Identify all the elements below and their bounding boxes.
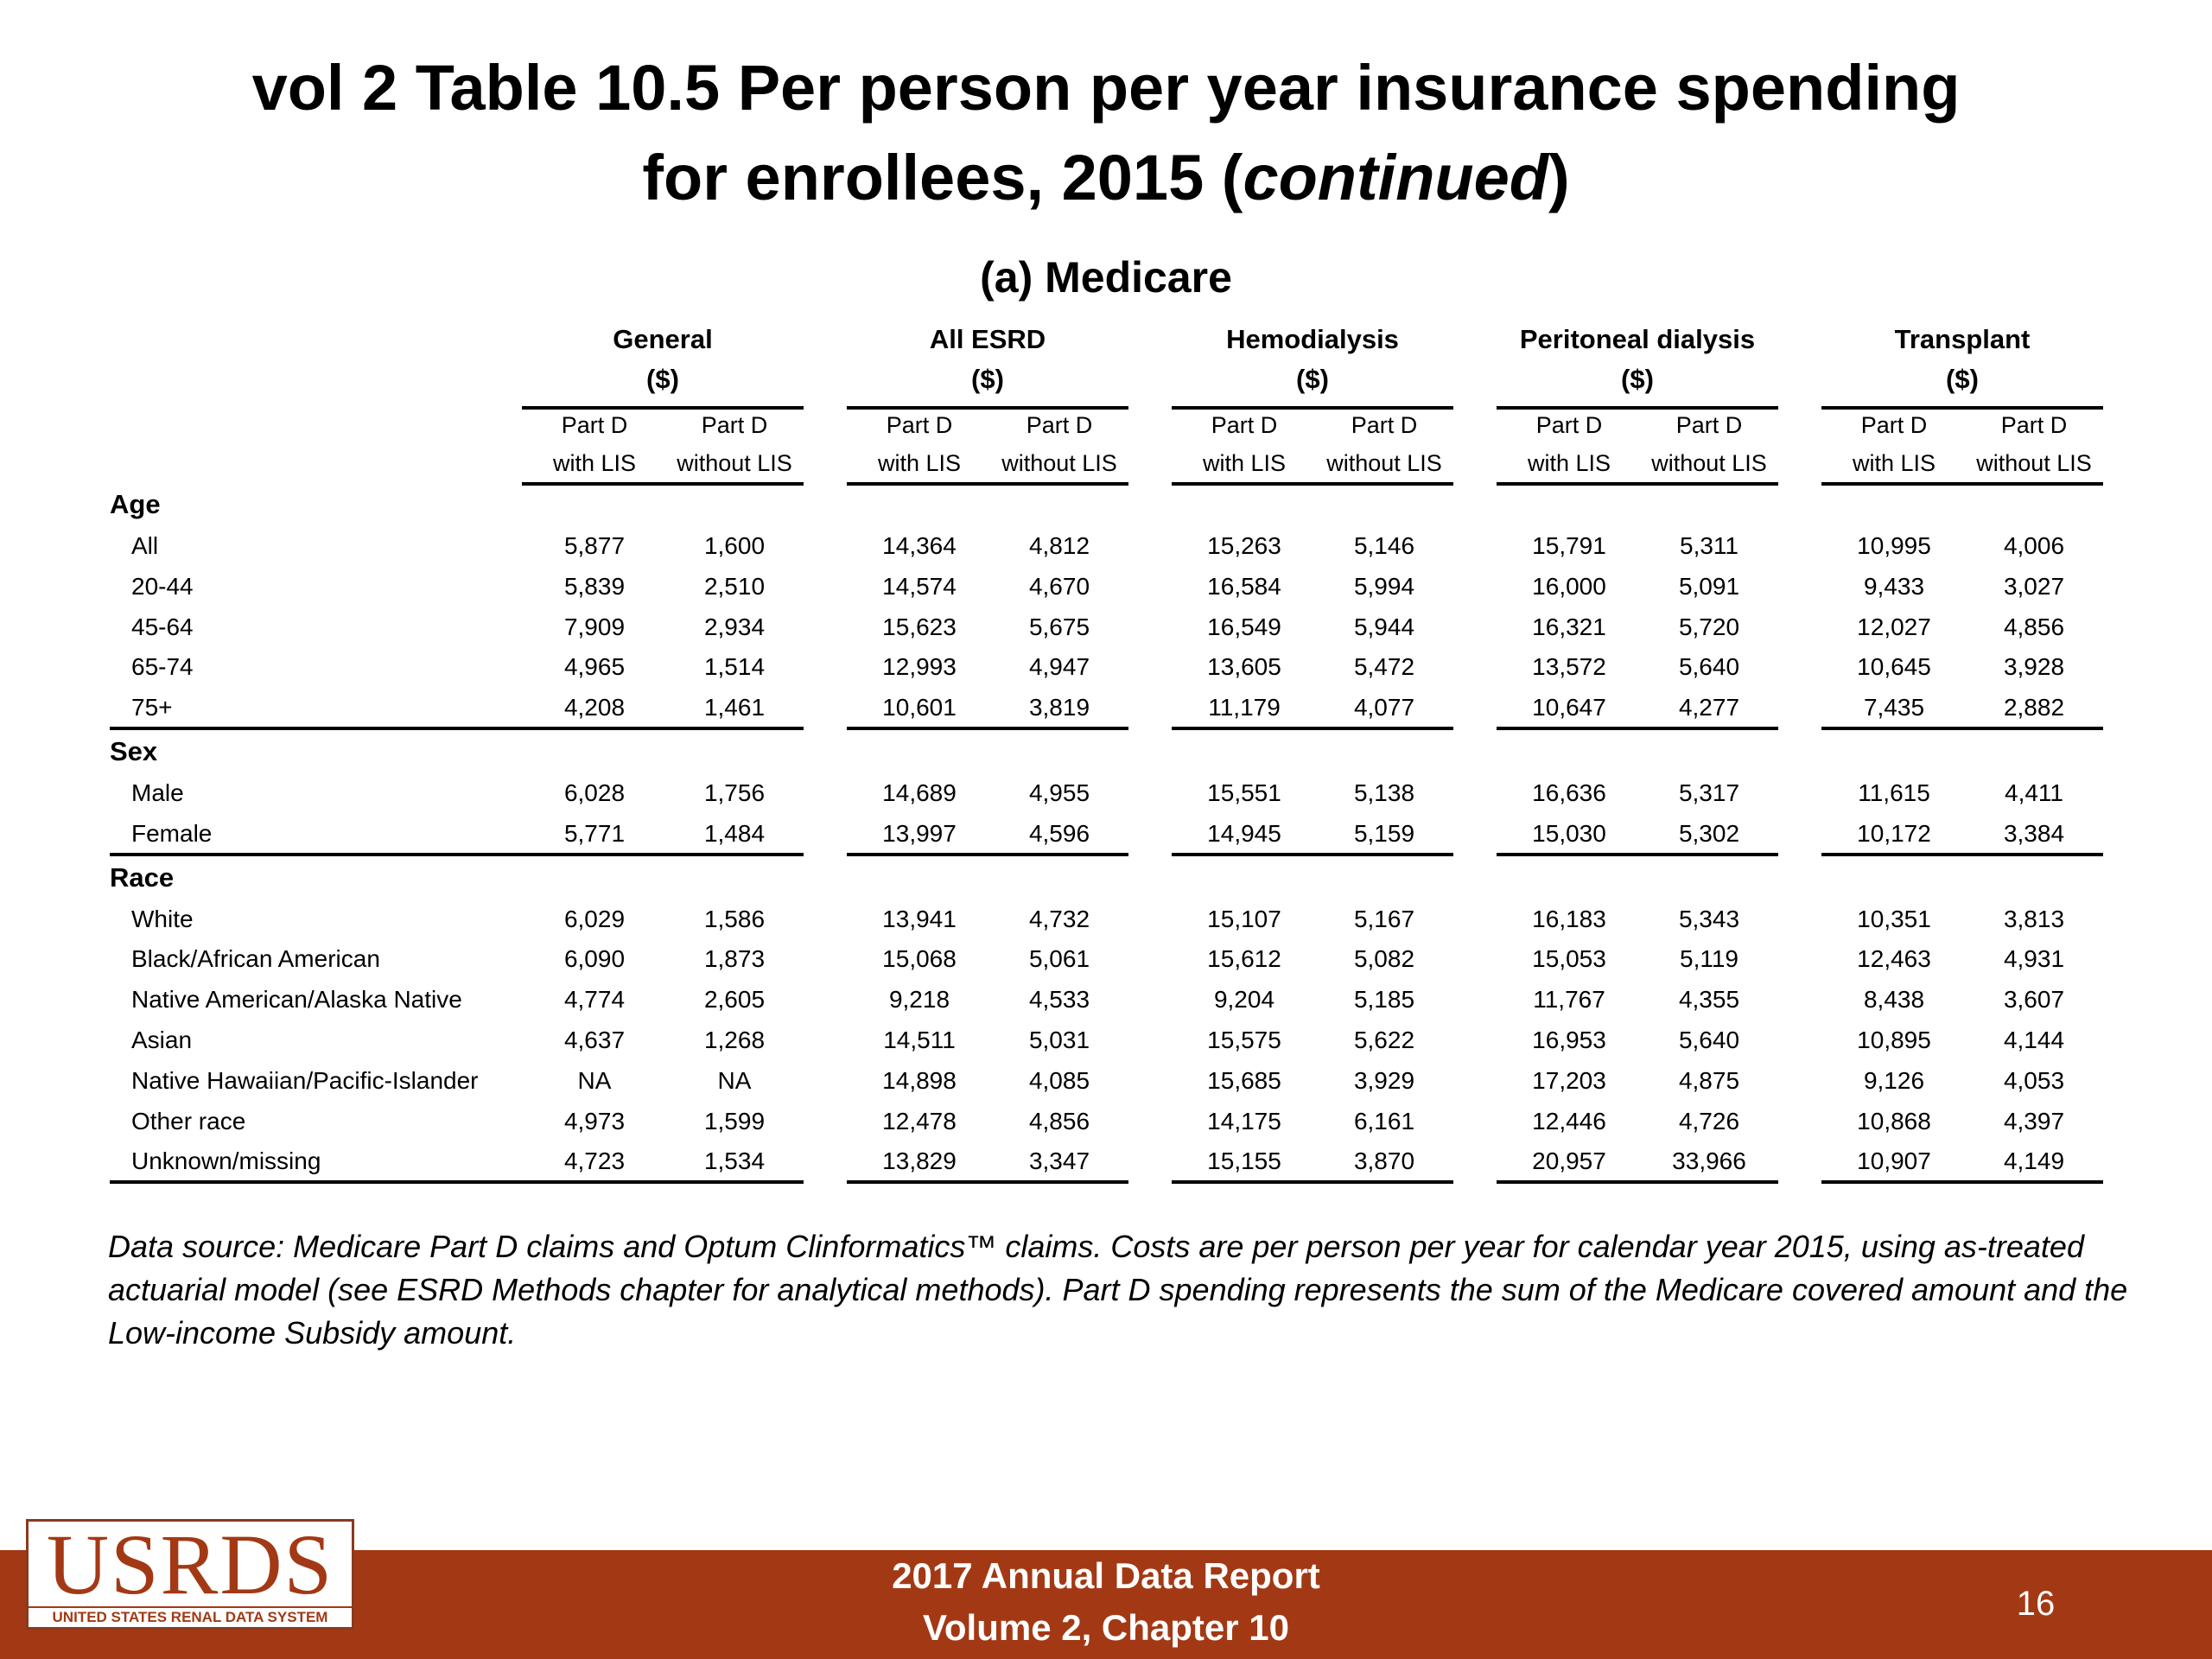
table-cell: 15,053	[1532, 945, 1606, 973]
table-cell: 3,870	[1353, 1147, 1415, 1175]
logo-wordmark: USRDS	[46, 1519, 334, 1612]
table-cell: 3,347	[1028, 1147, 1090, 1175]
table-cell: 12,478	[882, 1107, 957, 1135]
table-cell: 4,596	[1028, 819, 1090, 847]
table-cell: 9,204	[1213, 986, 1275, 1014]
title-line-2-prefix: for enrollees, 2015 (	[642, 142, 1243, 213]
row-label: Other race	[131, 1107, 246, 1135]
table-cell: 4,947	[1028, 653, 1090, 681]
sub-column-line2: with LIS	[1852, 450, 1936, 476]
row-label: 75+	[131, 694, 173, 721]
section-bottom-rule	[1821, 853, 2103, 856]
table-cell: 12,463	[1857, 945, 1931, 973]
section-bottom-rule	[110, 853, 804, 856]
column-group-unit: ($)	[1946, 364, 1979, 394]
section-label-sex: Sex	[110, 736, 158, 766]
table-cell: 5,091	[1678, 572, 1740, 600]
table-cell: 7,435	[1863, 694, 1925, 721]
table-cell: 16,000	[1532, 572, 1606, 600]
column-group-unit: ($)	[1621, 364, 1654, 394]
table-cell: 5,185	[1353, 986, 1415, 1014]
title-line-1: vol 2 Table 10.5 Per person per year insurance spending	[251, 52, 1961, 124]
table-cell: 5,146	[1353, 532, 1415, 559]
table-cell: 3,929	[1353, 1066, 1415, 1094]
table-cell: 4,144	[2003, 1027, 2065, 1053]
usrds-logo	[26, 1519, 354, 1630]
table-cell: 6,161	[1353, 1107, 1415, 1135]
table-cell: 4,875	[1678, 1066, 1740, 1094]
sub-column-line1: Part D	[1351, 412, 1418, 438]
table-cell: 8,438	[1863, 986, 1925, 1014]
table-cell: 4,637	[563, 1027, 626, 1053]
sub-column-line2: without LIS	[1326, 450, 1442, 476]
section-bottom-rule	[1821, 727, 2103, 730]
table-cell: 10,995	[1857, 532, 1931, 559]
table-cell: 5,472	[1353, 653, 1415, 681]
sub-column-line2: without LIS	[1976, 450, 2092, 476]
column-group-header	[1497, 320, 1778, 410]
table-cell: NA	[577, 1066, 612, 1094]
table-cell: 4,670	[1028, 572, 1090, 600]
table-cell: 4,723	[563, 1147, 626, 1175]
table-cell: 4,208	[563, 694, 626, 721]
table-cell: 4,053	[2003, 1066, 2065, 1094]
sub-column-headers	[1821, 406, 2103, 486]
table-cell: 2,882	[2003, 694, 2065, 721]
table-cell: 5,061	[1028, 945, 1090, 973]
column-group-header	[522, 320, 804, 410]
section-label-race: Race	[110, 861, 175, 893]
section-bottom-rule	[110, 1180, 804, 1184]
table-cell: 16,584	[1207, 572, 1281, 600]
table-cell: 11,615	[1858, 779, 1930, 806]
table-cell: 10,601	[882, 694, 957, 721]
table-cell: 5,720	[1678, 613, 1740, 640]
table-cell: 4,533	[1028, 986, 1090, 1014]
table-cell: 11,767	[1533, 986, 1605, 1014]
table-cell: 5,994	[1353, 572, 1415, 600]
table-cell: 10,868	[1857, 1107, 1931, 1135]
table-cell: 15,685	[1207, 1066, 1281, 1094]
row-label: 45-64	[131, 613, 194, 640]
table-cell: 1,586	[703, 905, 766, 932]
table-cell: 7,909	[563, 613, 626, 640]
table-cell: 12,993	[882, 653, 957, 681]
table-cell: 10,351	[1857, 905, 1931, 932]
column-group-header	[847, 320, 1128, 410]
section-bottom-rule	[1497, 1180, 1778, 1184]
sub-column-line2: without LIS	[677, 450, 792, 476]
table-cell: 15,263	[1207, 532, 1281, 559]
table-cell: 6,028	[563, 779, 626, 806]
table-cell: 33,966	[1672, 1147, 1746, 1175]
row-label: Male	[131, 779, 184, 806]
table-cell: 1,534	[703, 1147, 766, 1175]
column-group-unit: ($)	[971, 364, 1004, 394]
sub-column-header	[665, 406, 804, 482]
table-cell: 14,898	[882, 1066, 957, 1094]
table-cell: 2,605	[703, 986, 766, 1014]
slide-title	[0, 43, 2212, 223]
table-cell: 20,957	[1532, 1147, 1606, 1175]
table-cell: 5,311	[1680, 532, 1738, 559]
table-cell: 10,907	[1857, 1147, 1931, 1175]
table-cell: 15,623	[882, 613, 957, 640]
data-source-note: Data source: Medicare Part D claims and Optum Clinformatics™ claims. Costs are per person per year for calendar year 2015, using as-treated actuarial model (see ESRD Methods chapter for analytical methods). Part D spending represents the sum of the Medicare covered amount and the Low-income Subsidy amount.	[108, 1229, 2128, 1351]
table-cell: 4,732	[1028, 905, 1090, 932]
sub-column-headers	[847, 406, 1128, 486]
sub-column-header	[1825, 406, 1963, 482]
sub-column-headers	[1172, 406, 1453, 486]
row-label: Female	[131, 819, 213, 847]
table-cell: 5,138	[1353, 779, 1415, 806]
row-label: White	[131, 905, 194, 932]
table-cell: 4,006	[2003, 532, 2065, 559]
column-group-name: All ESRD	[929, 324, 1046, 354]
table-cell: 1,484	[703, 819, 766, 847]
sub-column-line1: Part D	[886, 412, 953, 438]
column-group-name: Hemodialysis	[1226, 324, 1399, 354]
table-subtitle: (a) Medicare	[980, 253, 1232, 302]
table-cell: 4,965	[563, 653, 626, 681]
table-cell: 13,605	[1207, 653, 1281, 681]
table-cell: 13,829	[882, 1147, 957, 1175]
section-bottom-rule	[110, 727, 804, 730]
title-line-2-suffix: )	[1548, 142, 1570, 213]
table-cell: 5,675	[1028, 613, 1090, 640]
table-cell: 3,819	[1028, 694, 1090, 721]
sub-column-headers	[522, 406, 804, 486]
section-label-age: Age	[110, 489, 161, 519]
column-group-header	[1172, 320, 1453, 410]
table-cell: 4,397	[2003, 1107, 2065, 1135]
table-cell: 4,277	[1678, 694, 1740, 721]
table-cell: 2,934	[703, 613, 766, 640]
sub-column-header	[1175, 406, 1313, 482]
table-cell: 11,179	[1208, 694, 1281, 721]
sub-column-line2: with LIS	[1527, 450, 1611, 476]
table-cell: 9,218	[888, 986, 950, 1014]
sub-column-header	[1315, 406, 1453, 482]
table-cell: 4,856	[1028, 1107, 1090, 1135]
sub-column-header	[525, 406, 664, 482]
table-cell: 1,756	[703, 779, 766, 806]
table-cell: 4,955	[1028, 779, 1090, 806]
table-cell: 9,433	[1863, 572, 1925, 600]
table-cell: 15,107	[1207, 905, 1281, 932]
section-bottom-rule	[1172, 853, 1453, 856]
row-label: All	[131, 532, 159, 559]
section-bottom-rule	[1497, 853, 1778, 856]
row-label: Native American/Alaska Native	[131, 986, 462, 1014]
sub-column-line1: Part D	[1675, 412, 1743, 438]
table-cell: 6,090	[563, 945, 626, 973]
table-cell: 3,384	[2003, 819, 2065, 847]
table-cell: NA	[717, 1066, 752, 1094]
table-cell: 5,159	[1353, 819, 1415, 847]
table-cell: 5,031	[1028, 1027, 1090, 1053]
column-group-unit: ($)	[1296, 364, 1329, 394]
table-cell: 4,774	[563, 986, 626, 1014]
column-group-name: General	[613, 324, 713, 354]
footer-volume-chapter: Volume 2, Chapter 10	[922, 1607, 1290, 1648]
table-cell: 15,575	[1207, 1027, 1281, 1053]
table-cell: 12,027	[1857, 613, 1931, 640]
table-cell: 14,364	[882, 532, 957, 559]
table-cell: 15,030	[1532, 819, 1606, 847]
table-cell: 13,572	[1532, 653, 1606, 681]
table-cell: 5,167	[1353, 905, 1415, 932]
sub-column-line1: Part D	[1535, 412, 1603, 438]
column-group-header	[1821, 320, 2103, 410]
row-label: Asian	[131, 1027, 193, 1053]
table-cell: 15,612	[1207, 945, 1281, 973]
sub-column-headers	[1497, 406, 1778, 486]
sub-column-line1: Part D	[1211, 412, 1278, 438]
sub-column-header	[1500, 406, 1638, 482]
sub-column-line2: with LIS	[877, 450, 962, 476]
section-bottom-rule	[1821, 1180, 2103, 1184]
table-cell: 4,856	[2003, 613, 2065, 640]
table-cell: 5,317	[1678, 779, 1740, 806]
section-bottom-rule	[847, 1180, 1128, 1184]
table-cell: 15,155	[1207, 1147, 1281, 1175]
table-cell: 10,172	[1857, 819, 1931, 847]
title-line-2	[0, 133, 2212, 223]
table-cell: 5,877	[563, 532, 626, 559]
table-cell: 14,175	[1207, 1107, 1281, 1135]
table-cell: 15,791	[1532, 532, 1606, 559]
table-cell: 4,812	[1028, 532, 1090, 559]
table-cell: 4,085	[1028, 1066, 1090, 1094]
table-cell: 5,640	[1678, 653, 1740, 681]
sub-column-line2: with LIS	[1202, 450, 1287, 476]
table-cell: 15,551	[1207, 779, 1281, 806]
table-cell: 5,944	[1353, 613, 1415, 640]
sub-column-header	[1640, 406, 1778, 482]
table-cell: 5,302	[1678, 819, 1740, 847]
table-cell: 4,973	[563, 1107, 626, 1135]
table-cell: 10,647	[1532, 694, 1606, 721]
table-cell: 4,411	[2005, 779, 2063, 806]
table-cell: 1,600	[703, 532, 766, 559]
table-cell: 10,895	[1857, 1027, 1931, 1053]
sub-column-line1: Part D	[1026, 412, 1093, 438]
table-cell: 16,183	[1532, 905, 1606, 932]
sub-column-line2: with LIS	[552, 450, 637, 476]
table-cell: 5,622	[1353, 1027, 1415, 1053]
table-cell: 16,321	[1532, 613, 1606, 640]
section-bottom-rule	[1172, 1180, 1453, 1184]
table-cell: 5,771	[563, 819, 626, 847]
table-cell: 14,511	[883, 1027, 956, 1053]
table-cell: 4,931	[2003, 945, 2065, 973]
sub-column-header	[990, 406, 1128, 482]
table-cell: 5,082	[1353, 945, 1415, 973]
column-group-unit: ($)	[646, 364, 679, 394]
sub-column-line2: without LIS	[1001, 450, 1117, 476]
sub-column-line1: Part D	[561, 412, 628, 438]
table-cell: 13,997	[882, 819, 957, 847]
table-cell: 5,640	[1678, 1027, 1740, 1053]
footer-report-title: 2017 Annual Data Report	[892, 1555, 1320, 1596]
table-cell: 3,607	[2003, 986, 2065, 1014]
table-cell: 1,873	[703, 945, 766, 973]
table-cell: 14,574	[882, 572, 957, 600]
row-label: Unknown/missing	[131, 1147, 321, 1175]
row-label: 20-44	[131, 572, 194, 600]
table-cell: 4,149	[2003, 1147, 2065, 1175]
table-cell: 15,068	[882, 945, 957, 973]
table-cell: 1,514	[703, 653, 766, 681]
section-bottom-rule	[847, 853, 1128, 856]
table-cell: 2,510	[703, 572, 766, 600]
table-cell: 17,203	[1532, 1066, 1606, 1094]
logo-tagline: UNITED STATES RENAL DATA SYSTEM	[29, 1606, 352, 1627]
table-cell: 5,343	[1678, 905, 1740, 932]
sub-column-line1: Part D	[2000, 412, 2068, 438]
table-cell: 14,689	[882, 779, 957, 806]
table-cell: 16,953	[1532, 1027, 1606, 1053]
section-bottom-rule	[847, 727, 1128, 730]
table-cell: 5,839	[563, 572, 626, 600]
table-cell: 4,077	[1353, 694, 1415, 721]
table-cell: 3,813	[2003, 905, 2065, 932]
table-cell: 4,726	[1678, 1107, 1740, 1135]
table-cell: 16,636	[1532, 779, 1606, 806]
sub-column-line1: Part D	[701, 412, 768, 438]
sub-column-line1: Part D	[1860, 412, 1928, 438]
table-cell: 1,599	[703, 1107, 766, 1135]
table-cell: 14,945	[1207, 819, 1281, 847]
sub-column-header	[1965, 406, 2103, 482]
table-cell: 16,549	[1207, 613, 1281, 640]
table-cell: 4,355	[1678, 986, 1740, 1014]
sub-column-header	[850, 406, 988, 482]
section-bottom-rule	[1172, 727, 1453, 730]
page-number: 16	[2016, 1585, 2056, 1623]
row-label: 65-74	[131, 653, 194, 681]
title-line-2-italic: continued	[1243, 142, 1548, 213]
column-group-name: Peritoneal dialysis	[1519, 324, 1756, 354]
table-cell: 3,928	[2003, 653, 2065, 681]
table-cell: 1,461	[703, 694, 766, 721]
table-cell: 9,126	[1863, 1066, 1925, 1094]
table-cell: 10,645	[1857, 653, 1931, 681]
section-bottom-rule	[1497, 727, 1778, 730]
column-group-name: Transplant	[1894, 324, 2031, 354]
table-cell: 1,268	[703, 1027, 766, 1053]
row-label: Native Hawaiian/Pacific-Islander	[131, 1066, 479, 1094]
table-cell: 3,027	[2003, 572, 2065, 600]
table-cell: 12,446	[1532, 1107, 1606, 1135]
table-cell: 5,119	[1680, 945, 1738, 973]
row-label: Black/African American	[131, 945, 380, 973]
sub-column-line2: without LIS	[1651, 450, 1767, 476]
table-cell: 13,941	[882, 905, 957, 932]
table-cell: 6,029	[563, 905, 626, 932]
